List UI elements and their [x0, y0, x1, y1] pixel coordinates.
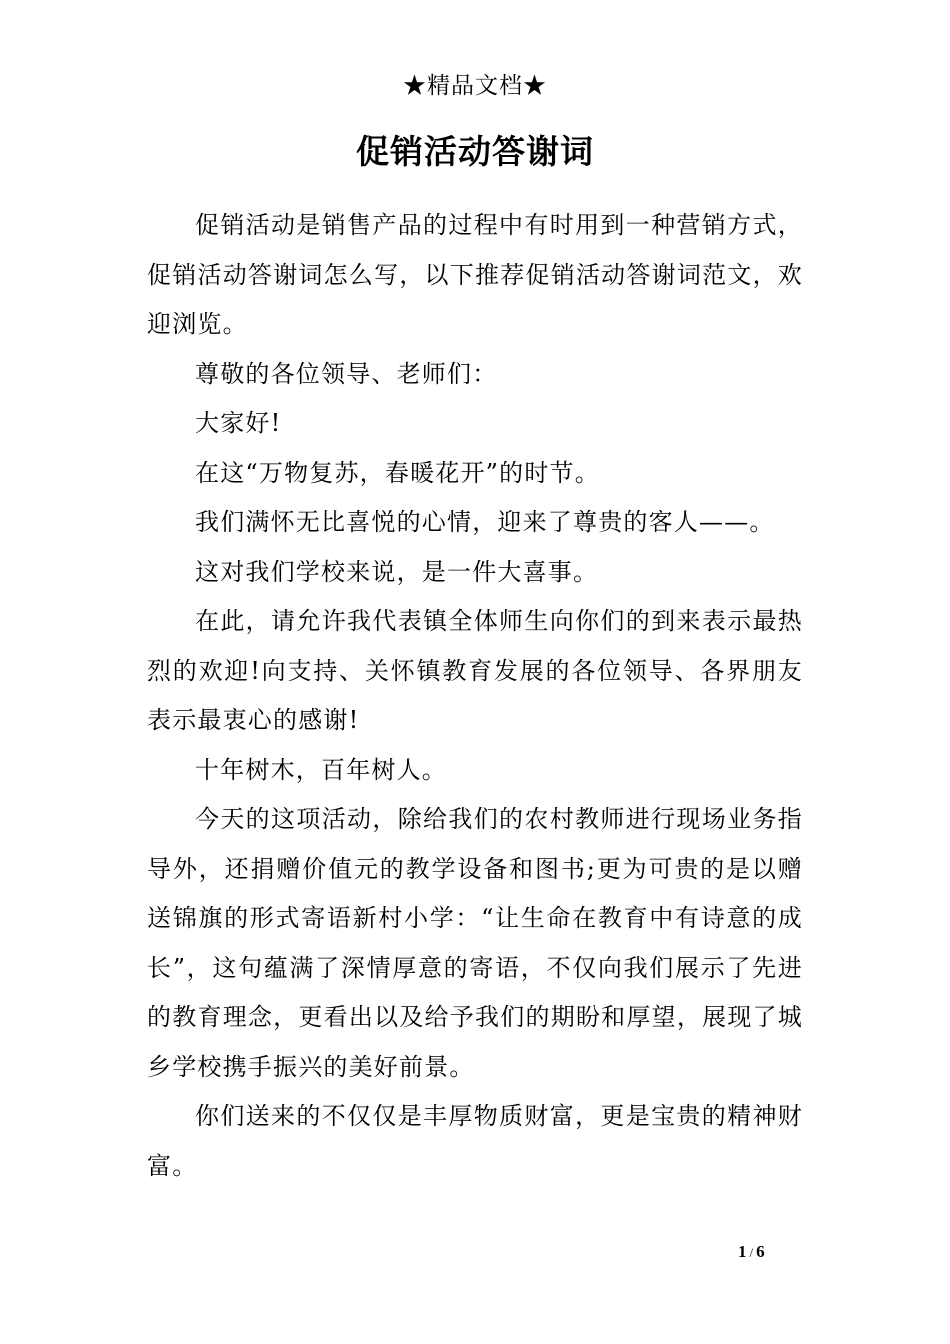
total-pages: 6: [756, 1242, 765, 1261]
paragraph: 促销活动是销售产品的过程中有时用到一种营销方式，促销活动答谢词怎么写，以下推荐促销活动答谢词范文，欢迎浏览。: [147, 211, 803, 338]
document-body: [147, 201, 803, 1191]
current-page: 1: [738, 1242, 747, 1261]
paragraph: 在此，请允许我代表镇全体师生向你们的到来表示最热烈的欢迎!向支持、关怀镇教育发展的各位领导、各界朋友表示最衷心的感谢!: [147, 607, 803, 734]
paragraph: 大家好!: [195, 409, 282, 437]
paragraph: 在这“万物复苏，春暖花开”的时节。: [195, 458, 600, 487]
paragraph: 你们送来的不仅仅是丰厚物质财富，更是宝贵的精神财富。: [147, 1102, 803, 1180]
page-separator: /: [749, 1245, 754, 1260]
paragraph: 这对我们学校来说，是一件大喜事。: [195, 557, 599, 586]
paragraph: 尊敬的各位领导、老师们：: [195, 359, 498, 388]
paragraph: 今天的这项活动，除给我们的农村教师进行现场业务指导外，还捐赠价值元的教学设备和图书;更为可贵的是以赠送锦旗的形式寄语新村小学：“让生命在教育中有诗意的成长”，这句蕴满了深情厚意的寄语，不仅向我们展示了先进的教育理念，更看出以及给予我们的期盼和厚望，展现了城乡学校携手振兴的美好前景。: [147, 805, 803, 1081]
page-title: 促销活动答谢词: [356, 132, 594, 171]
paragraph: 十年树木，百年树人。: [195, 755, 447, 784]
page-number: [738, 1240, 765, 1265]
paragraph: 我们满怀无比喜悦的心情，迎来了尊贵的客人——。: [195, 508, 775, 536]
header-mark: ★精品文档★: [403, 73, 547, 99]
